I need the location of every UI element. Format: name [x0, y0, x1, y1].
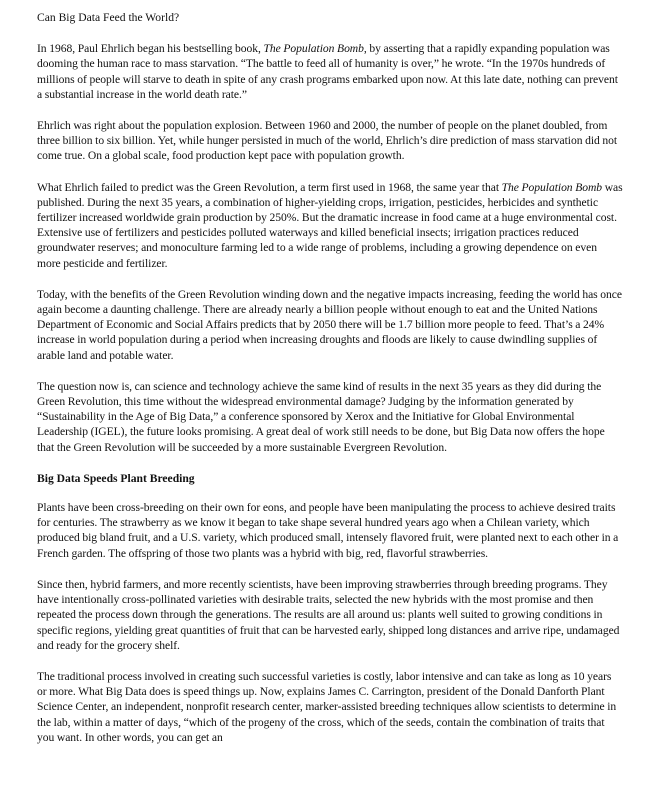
paragraph	[37, 669, 623, 745]
body-section-intro	[37, 41, 623, 455]
paragraph	[37, 118, 623, 164]
section-heading: Big Data Speeds Plant Breeding	[37, 471, 195, 485]
paragraph	[37, 577, 623, 653]
paragraph-text: Plants have been cross-breeding on their own for eons, and people have been manipulating the process to achieve desired traits for centuries. The strawberry as we know it began to take shape several hundred years ago when a Chilean variety, which produced big bland fruit, and a U.S. variety, which produced small, intensely flavored fruit, were planted next to each other in a French garden. The offspring of those two plants was a hybrid with big, red, flavorful strawberries.	[37, 501, 619, 560]
book-title-italic: The Population Bomb	[263, 42, 364, 56]
paragraph	[37, 180, 623, 271]
paragraph-text: , by asserting that a rapidly expanding population was dooming the human race to mass starvation. “The battle to feed all of humanity is over,” he wrote. “In the 1970s hundreds of millions of people will starve to death in spite of any crash programs embarked upon now. At this late date, nothing can prevent a substantial increase in the world death rate.”	[37, 42, 618, 101]
paragraph-text: What Ehrlich failed to predict was the Green Revolution, a term first used in 1968, the same year that	[37, 180, 502, 194]
paragraph-text: The question now is, can science and technology achieve the same kind of results in the next 35 years as they did during the Green Revolution, this time without the widespread environmental damage? Judging by the information generated by “Sustainability in the Age of Big Data,” a conference sponsored by Xerox and the Initiative for Global Environmental Leadership (IGEL), the future looks promising. A great deal of work still needs to be done, but Big Data now offers the hope that the Green Revolution will be succeeded by a more sustainable Evergreen Revolution.	[37, 379, 605, 454]
paragraph	[37, 287, 623, 363]
paragraph-text: Today, with the benefits of the Green Revolution winding down and the negative impacts increasing, feeding the world has once again become a daunting challenge. There are already nearly a billion people without enough to eat and the United Nations Department of Economic and Social Affairs predicts that by 2050 there will be 1.7 billion more people to feed. That’s a 24% increase in world population during a period when increasing droughts and floods are likely to cause dwindling supplies of arable land and potable water.	[37, 287, 622, 362]
paragraph-text: The traditional process involved in creating such successful varieties is costly, labor intensive and can take as long as 10 years or more. What Big Data does is speed things up. Now, explains James C. Carrington, president of the Donald Danforth Plant Science Center, an independent, nonprofit research center, marker-assisted breeding techniques allow scientists to determine in the lab, within a matter of days, “which of the progeny of the cross, which of the seeds, contain the combination of traits that you want. In other words, you can get an	[37, 669, 617, 744]
paragraph	[37, 500, 623, 561]
paragraph-text: In 1968, Paul Ehrlich began his bestselling book,	[37, 42, 264, 56]
paragraph-text: Ehrlich was right about the population explosion. Between 1960 and 2000, the number of people on the planet doubled, from three billion to six billion. Yet, while hunger persisted in much of the world, Ehrlich’s dire prediction of mass starvation did not come true. On a global scale, food production kept pace with population growth.	[37, 119, 618, 163]
paragraph	[37, 41, 623, 102]
body-section-plant-breeding	[37, 500, 623, 745]
paragraph-text: was published. During the next 35 years, a combination of higher-yielding crops, irrigation, pesticides, herbicides and synthetic fertilizer increased worldwide grain production by 250%. But the dramatic increase in food came at a huge environmental cost. Extensive use of fertilizers and pesticides polluted waterways and killed beneficial insects; irrigation practices reduced groundwater reserves; and monoculture farming led to a wide range of problems, including a growing dependence on even more pesticide and fertilizer.	[37, 180, 623, 270]
paragraph-text: Since then, hybrid farmers, and more recently scientists, have been improving strawberries through breeding programs. They have intentionally cross-pollinated varieties with desirable traits, selected the new hybrids with the most promise and then repeated the process down through the generations. The results are all around us: plants well suited to growing conditions in specific regions, yielding great quantities of fruit that can be harvested early, shipped long distances and arrive ripe, undamaged and ready for the grocery shelf.	[37, 577, 620, 652]
paragraph	[37, 379, 623, 455]
document-title: Can Big Data Feed the World?	[37, 11, 180, 24]
document-page	[37, 10, 623, 761]
book-title-italic: The Population Bomb	[501, 180, 603, 194]
